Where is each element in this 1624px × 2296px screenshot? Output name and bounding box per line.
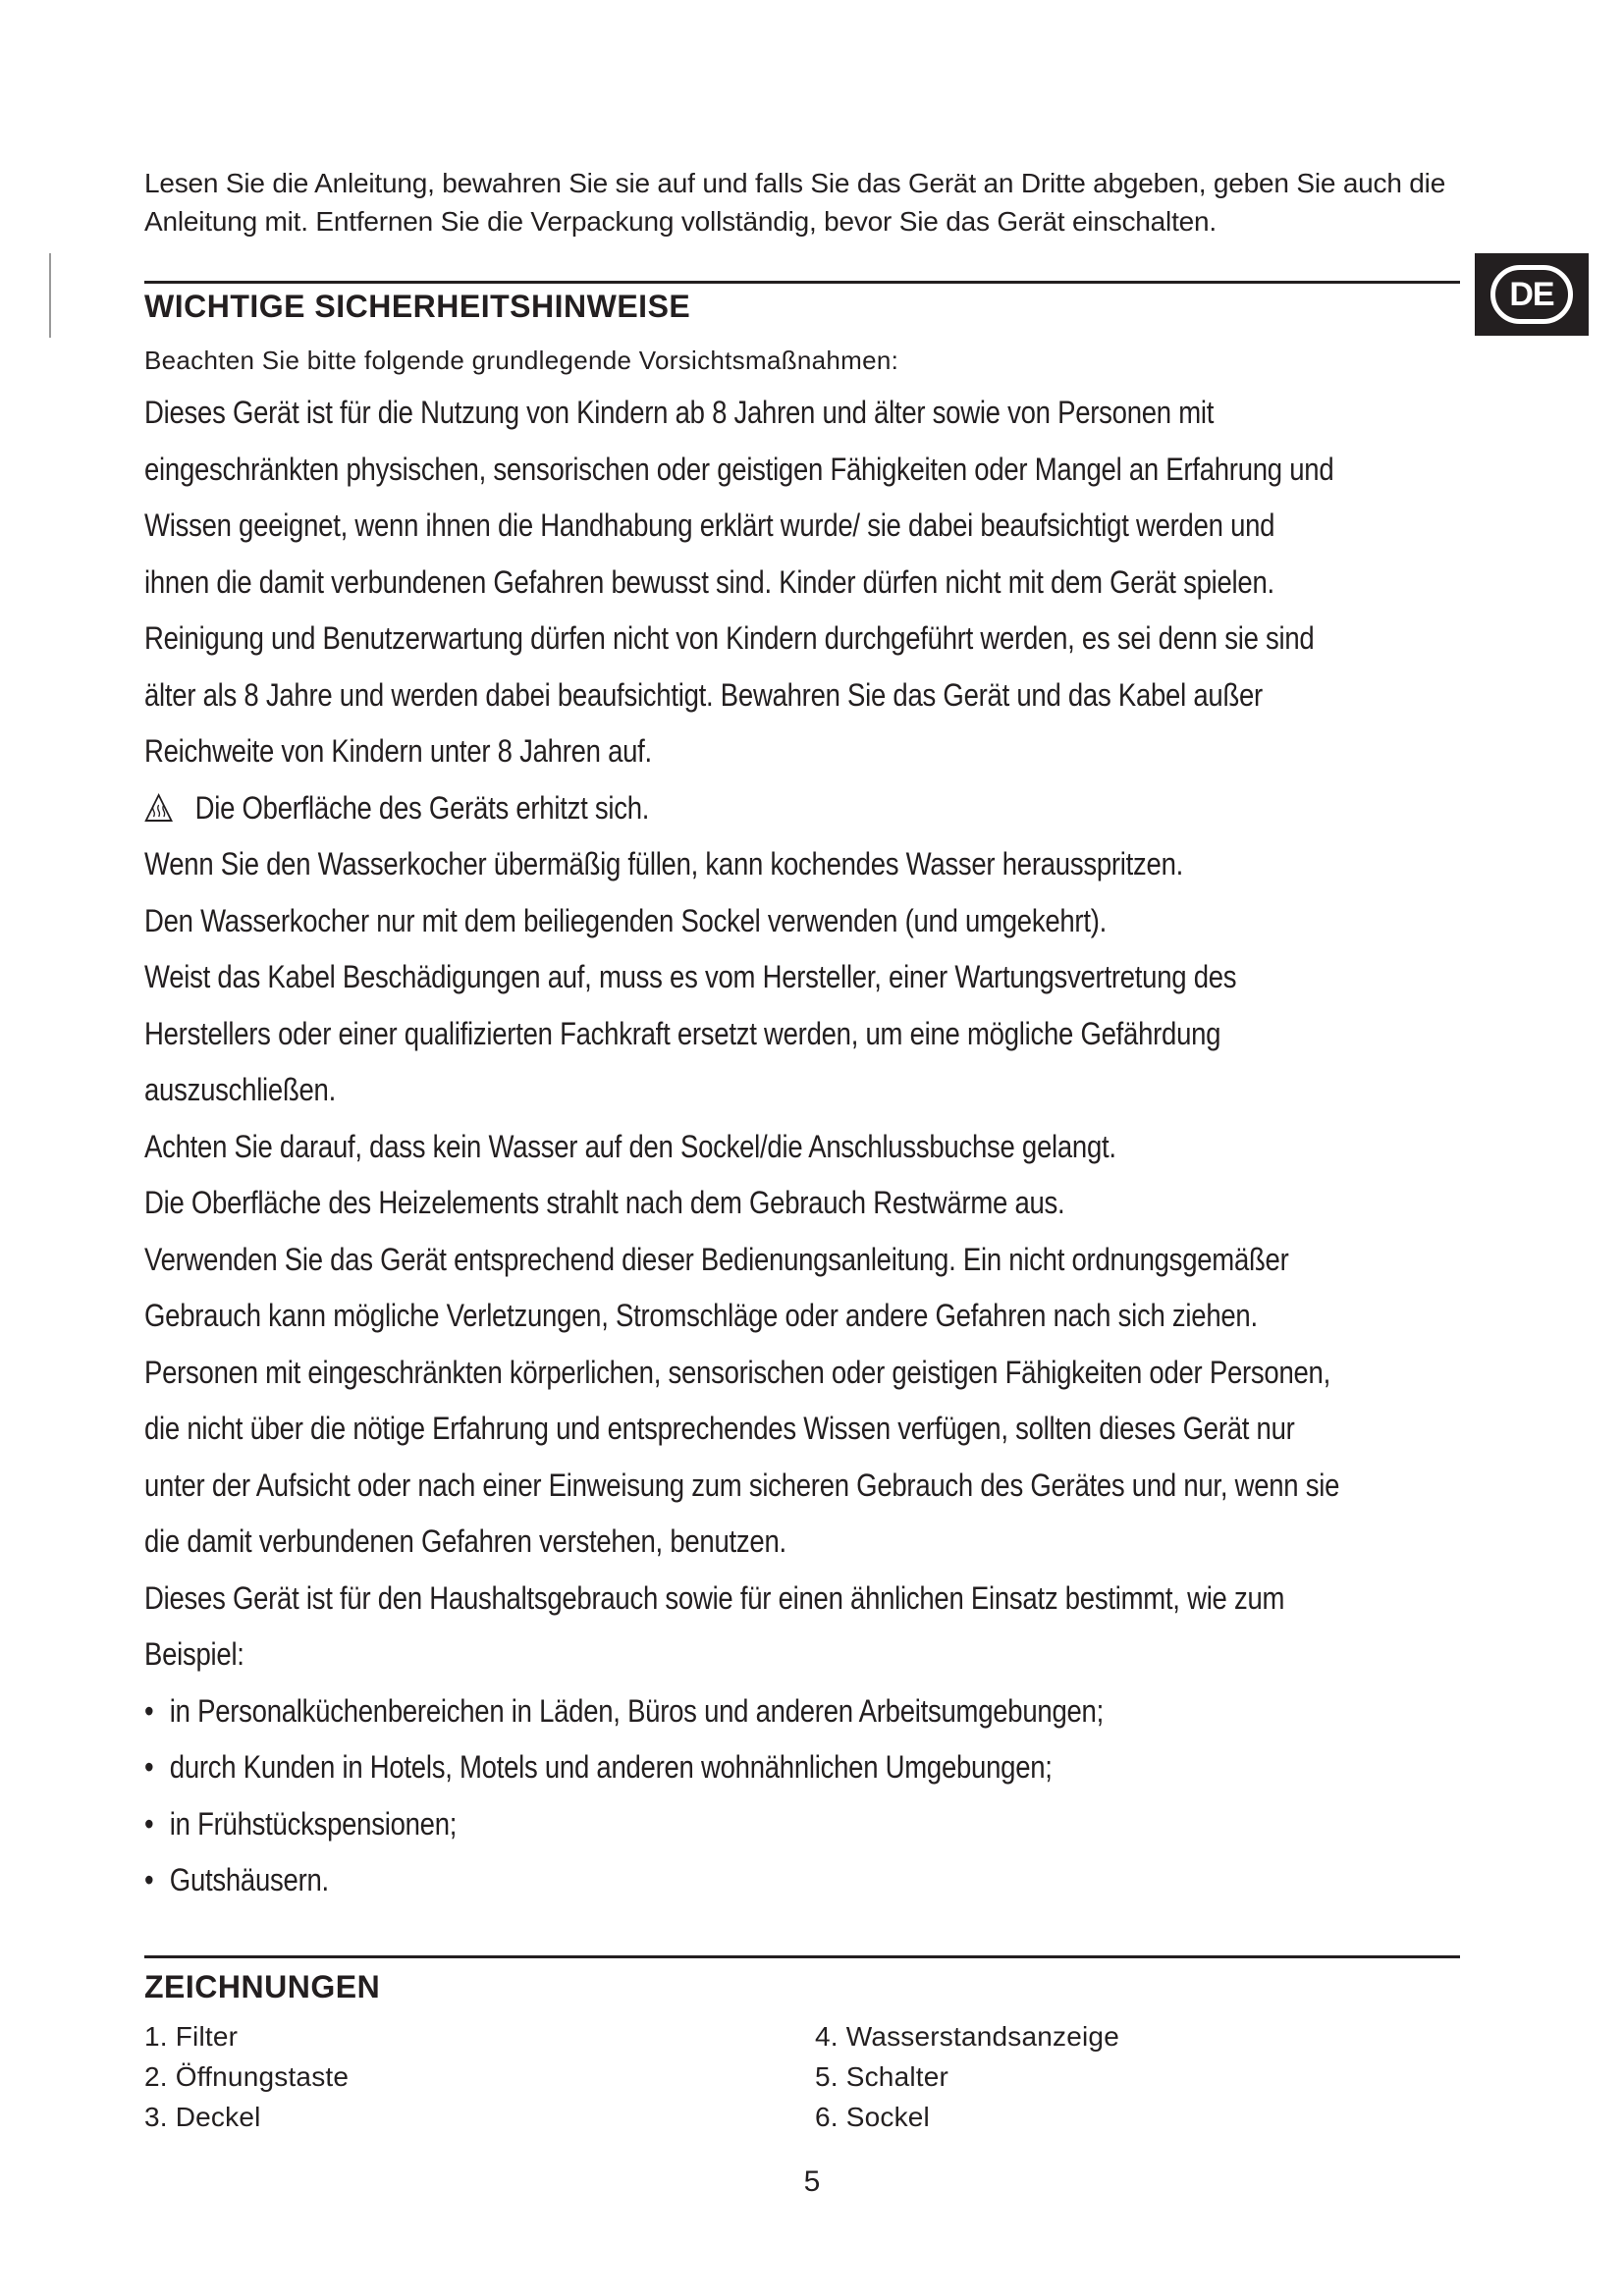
safety-line: älter als 8 Jahre und werden dabei beaufsichtigt. Bewahren Sie das Gerät und das Kabel außer [144, 676, 1263, 713]
page-number: 5 [803, 2165, 821, 2198]
list-item-text: Gutshäusern. [169, 1862, 329, 1897]
safety-line: Den Wasserkocher nur mit dem beiliegenden Sockel verwenden (und umgekehrt). [144, 902, 1108, 938]
safety-line: Achten Sie darauf, dass kein Wasser auf den Sockel/die Anschlussbuchse gelangt. [144, 1128, 1116, 1164]
list-item [144, 1739, 1479, 1796]
intro-paragraph [144, 164, 1465, 240]
hot-surface-warning [144, 780, 1479, 837]
drawings-section-title: ZEICHNUNGEN [144, 1969, 381, 2004]
intro-line: Lesen Sie die Anleitung, bewahren Sie sie auf und falls Sie das Gerät an Dritte abgeben, geben Sie auch die [144, 168, 1446, 198]
safety-line: Beispiel: [144, 1636, 244, 1672]
safety-line: Weist das Kabel Beschädigungen auf, muss es vom Hersteller, einer Wartungsvertretung des [144, 959, 1237, 994]
safety-line: die nicht über die nötige Erfahrung und entsprechendes Wissen verfügen, sollten dieses Gerät nur [144, 1411, 1295, 1446]
drawing-item: 1. Filter [144, 2021, 239, 2052]
language-badge [1475, 253, 1589, 336]
section-divider [144, 281, 1460, 284]
safety-line: Gebrauch kann mögliche Verletzungen, Stromschläge oder andere Gefahren nach sich ziehen. [144, 1298, 1258, 1333]
safety-line: Dieses Gerät ist für die Nutzung von Kindern ab 8 Jahren und älter sowie von Personen mit [144, 395, 1215, 430]
safety-line: Herstellers oder einer qualifizierten Fachkraft ersetzt werden, um eine mögliche Gefährdung [144, 1015, 1221, 1051]
page-margin-line [49, 253, 51, 338]
list-item [144, 1796, 1479, 1853]
safety-line: Wissen geeignet, wenn ihnen die Handhabung erklärt wurde/ sie dabei beaufsichtigt werden und [144, 507, 1275, 543]
safety-section-title: WICHTIGE SICHERHEITSHINWEISE [144, 289, 691, 324]
safety-line: Die Oberfläche des Heizelements strahlt nach dem Gebrauch Restwärme aus. [144, 1185, 1065, 1220]
bullet: • [144, 1862, 154, 1897]
bullet: • [144, 1692, 154, 1729]
safety-subtitle: Beachten Sie bitte folgende grundlegende Vorsichtsmaßnahmen: [144, 346, 899, 375]
hot-surface-warning-icon [144, 793, 173, 823]
bullet: • [144, 1805, 154, 1842]
list-item [144, 1852, 1479, 1909]
safety-line: Wenn Sie den Wasserkocher übermäßig füllen, kann kochendes Wasser herausspritzen. [144, 846, 1184, 881]
drawing-item: 6. Sockel [815, 2102, 930, 2132]
safety-body [144, 385, 1479, 1909]
safety-line: Dieses Gerät ist für den Haushaltsgebrauch sowie für einen ähnlichen Einsatz bestimmt, wie zum [144, 1579, 1285, 1616]
bullet: • [144, 1749, 154, 1785]
drawing-item: 4. Wasserstandsanzeige [815, 2021, 1119, 2052]
drawings-column-right [815, 2016, 1119, 2137]
safety-line: Personen mit eingeschränkten körperlichen, sensorischen oder geistigen Fähigkeiten oder Personen, [144, 1354, 1330, 1390]
safety-line: unter der Aufsicht oder nach einer Einweisung zum sicheren Gebrauch des Gerätes und nur, wenn sie [144, 1467, 1340, 1503]
safety-line: Verwenden Sie das Gerät entsprechend dieser Bedienungsanleitung. Ein nicht ordnungsgemäßer [144, 1241, 1289, 1277]
list-item-text: durch Kunden in Hotels, Motels und anderen wohnähnlichen Umgebungen; [169, 1749, 1053, 1785]
language-badge-label: DE [1490, 265, 1573, 324]
list-item-text: in Frühstückspensionen; [169, 1805, 458, 1842]
safety-line: ihnen die damit verbundenen Gefahren bewusst sind. Kinder dürfen nicht mit dem Gerät spielen. [144, 563, 1274, 600]
safety-line: auszuschließen. [144, 1072, 337, 1107]
section-divider [144, 1955, 1460, 1958]
safety-line: Reinigung und Benutzerwartung dürfen nicht von Kindern durchgeführt werden, es sei denn sie sind [144, 620, 1315, 656]
intro-line: Anleitung mit. Entfernen Sie die Verpackung vollständig, bevor Sie das Gerät einschalten. [144, 206, 1217, 237]
drawing-item: 3. Deckel [144, 2102, 261, 2132]
safety-line: eingeschränkten physischen, sensorischen oder geistigen Fähigkeiten oder Mangel an Erfahrung und [144, 451, 1334, 487]
drawing-item: 5. Schalter [815, 2061, 949, 2092]
drawings-column-left [144, 2016, 349, 2137]
list-item [144, 1683, 1479, 1740]
hot-surface-warning-text: Die Oberfläche des Geräts erhitzt sich. [194, 789, 650, 826]
drawing-item: 2. Öffnungstaste [144, 2061, 350, 2092]
safety-line: Reichweite von Kindern unter 8 Jahren auf. [144, 733, 652, 769]
list-item-text: in Personalküchenbereichen in Läden, Büros und anderen Arbeitsumgebungen; [169, 1692, 1104, 1729]
safety-line: die damit verbundenen Gefahren verstehen, benutzen. [144, 1523, 786, 1559]
